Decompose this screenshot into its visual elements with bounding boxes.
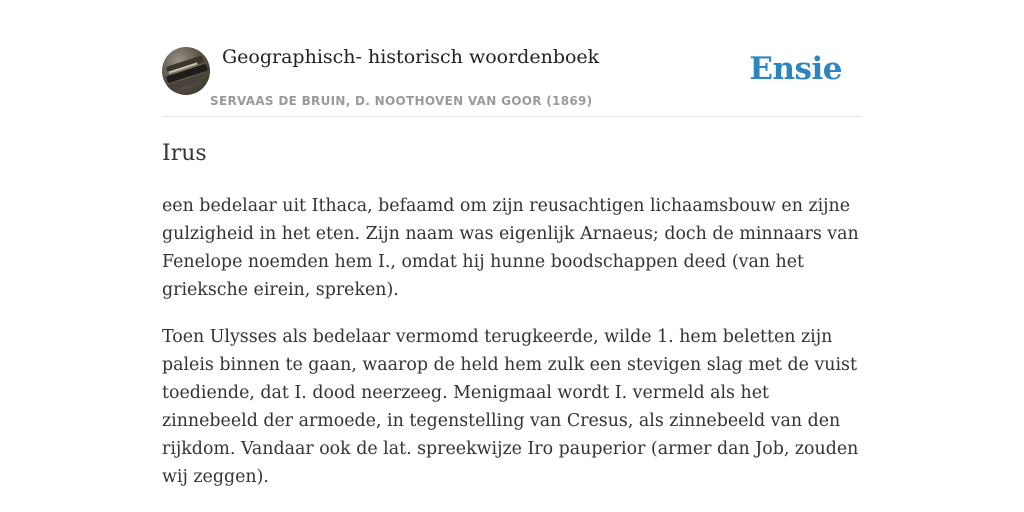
header	[162, 0, 862, 117]
book-author: SERVAAS DE BRUIN, D. NOOTHOVEN VAN GOOR (1869)	[210, 94, 593, 108]
entry-paragraph: een bedelaar uit Ithaca, befaamd om zijn reusachtigen lichaamsbouw en zijne gulzigheid in het eten. Zijn naam was eigenlijk Arnaeus; doch de minnaars van Fenelope noemden hem I., omdat hij hunne boodschappen deed (van het grieksche eirein, spreken).	[162, 196, 859, 300]
book-title[interactable]: Geographisch- historisch woordenboek	[222, 46, 600, 68]
entry-body	[162, 192, 862, 491]
entry-content	[162, 138, 862, 491]
entry-title: Irus	[162, 141, 207, 166]
entry-paragraph: Toen Ulysses als bedelaar vermomd terugkeerde, wilde 1. hem beletten zijn paleis binnen te gaan, waarop de held hem zulk een stevigen slag met de vuist toediende, dat I. dood neerzeeg. Menigmaal wordt I. vermeld als het zinnebeeld der armoede, in tegenstelling van Cresus, als zinnebeeld van den rijkdom. Vandaar ook de lat. spreekwijze Iro pauperior (armer dan Job, zouden wij zeggen).	[162, 327, 859, 487]
book-cover-avatar[interactable]	[162, 47, 210, 95]
ensie-logo[interactable]: Ensie	[749, 51, 842, 87]
